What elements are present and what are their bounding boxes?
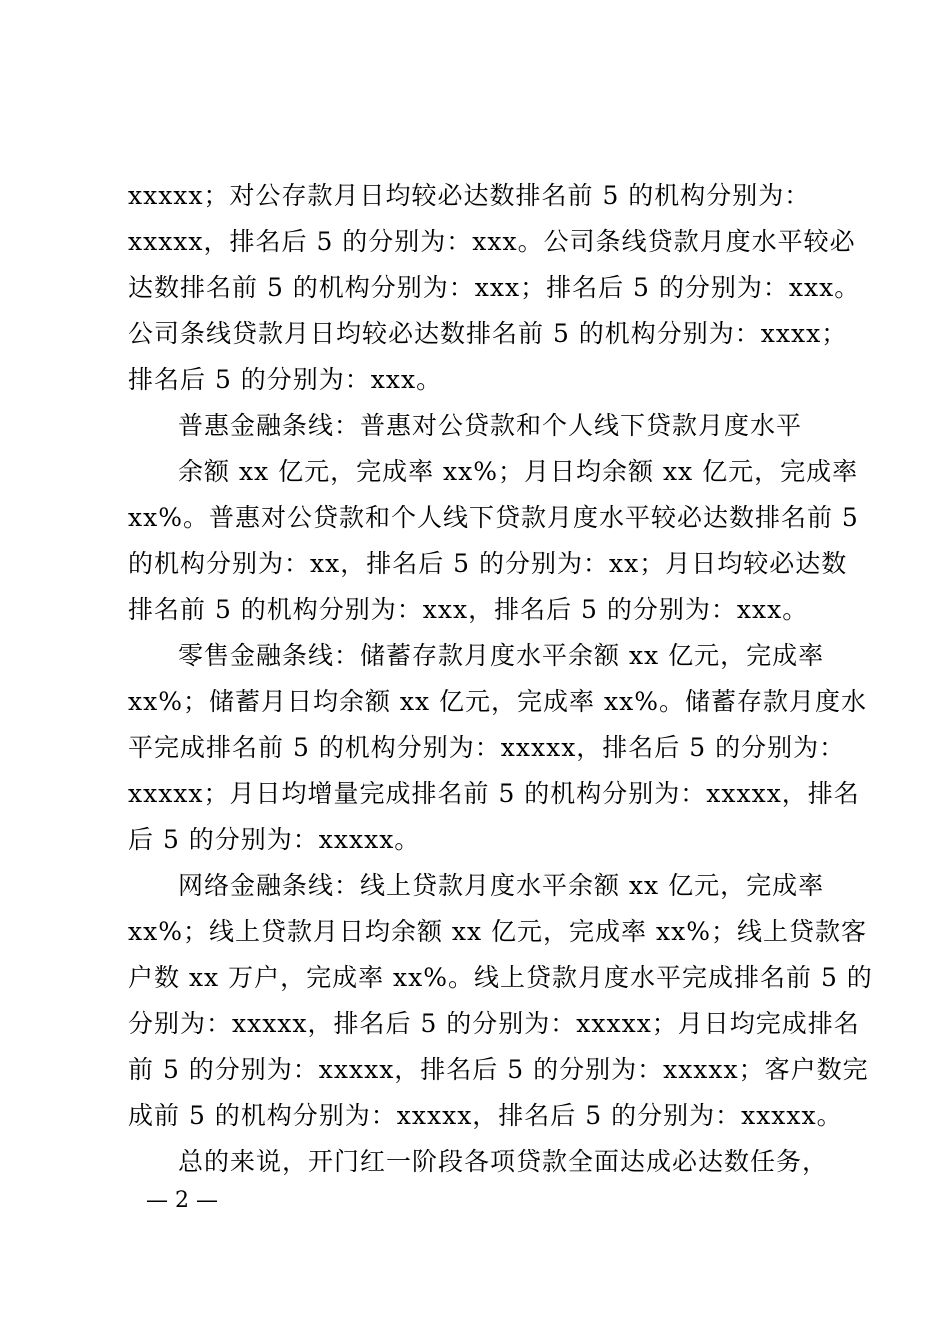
text-line: xxxxx；月日均增量完成排名前 5 的机构分别为：xxxxx，排名 bbox=[128, 779, 860, 808]
text-line: xx%；线上贷款月日均余额 xx 亿元，完成率 xx%；线上贷款客 bbox=[128, 917, 867, 946]
text-line: 前 5 的分别为：xxxxx，排名后 5 的分别为：xxxxx；客户数完 bbox=[128, 1055, 869, 1084]
text-line: 排名后 5 的分别为：xxx。 bbox=[128, 365, 443, 394]
text-line: 后 5 的分别为：xxxxx。 bbox=[128, 825, 421, 854]
text-line: 成前 5 的机构分别为：xxxxx，排名后 5 的分别为：xxxxx。 bbox=[128, 1101, 843, 1130]
text-line: 余额 xx 亿元，完成率 xx%；月日均余额 xx 亿元，完成率 bbox=[178, 457, 859, 486]
text-line: 平完成排名前 5 的机构分别为：xxxxx，排名后 5 的分别为： bbox=[128, 733, 846, 762]
text-line: 的机构分别为：xx，排名后 5 的分别为：xx；月日均较必达数 bbox=[128, 549, 848, 578]
text-line: 分别为：xxxxx，排名后 5 的分别为：xxxxx；月日均完成排名 bbox=[128, 1009, 860, 1038]
text-line: 公司条线贷款月日均较必达数排名前 5 的机构分别为：xxxx； bbox=[128, 319, 848, 348]
paragraph-start-retail: 零售金融条线：储蓄存款月度水平余额 xx 亿元，完成率 bbox=[178, 641, 825, 670]
paragraph-start-summary: 总的来说，开门红一阶段各项贷款全面达成必达数任务， bbox=[178, 1147, 829, 1176]
text-line: xxxxx；对公存款月日均较必达数排名前 5 的机构分别为： bbox=[128, 181, 811, 210]
paragraph-start-online: 网络金融条线：线上贷款月度水平余额 xx 亿元，完成率 bbox=[178, 871, 825, 900]
text-line: xx%；储蓄月日均余额 xx 亿元，完成率 xx%。储蓄存款月度水 bbox=[128, 687, 867, 716]
paragraph-start-puhui: 普惠金融条线：普惠对公贷款和个人线下贷款月度水平 bbox=[178, 411, 803, 440]
text-line: xxxxx，排名后 5 的分别为：xxx。公司条线贷款月度水平较必 bbox=[128, 227, 856, 256]
text-line: xx%。普惠对公贷款和个人线下贷款月度水平较必达数排名前 5 bbox=[128, 503, 859, 532]
text-line: 达数排名前 5 的机构分别为：xxx；排名后 5 的分别为：xxx。 bbox=[128, 273, 861, 302]
text-line: 排名前 5 的机构分别为：xxx，排名后 5 的分别为：xxx。 bbox=[128, 595, 809, 624]
text-line: 户数 xx 万户，完成率 xx%。线上贷款月度水平完成排名前 5 的 bbox=[128, 963, 873, 992]
page-number: — 2 — bbox=[146, 1188, 218, 1213]
